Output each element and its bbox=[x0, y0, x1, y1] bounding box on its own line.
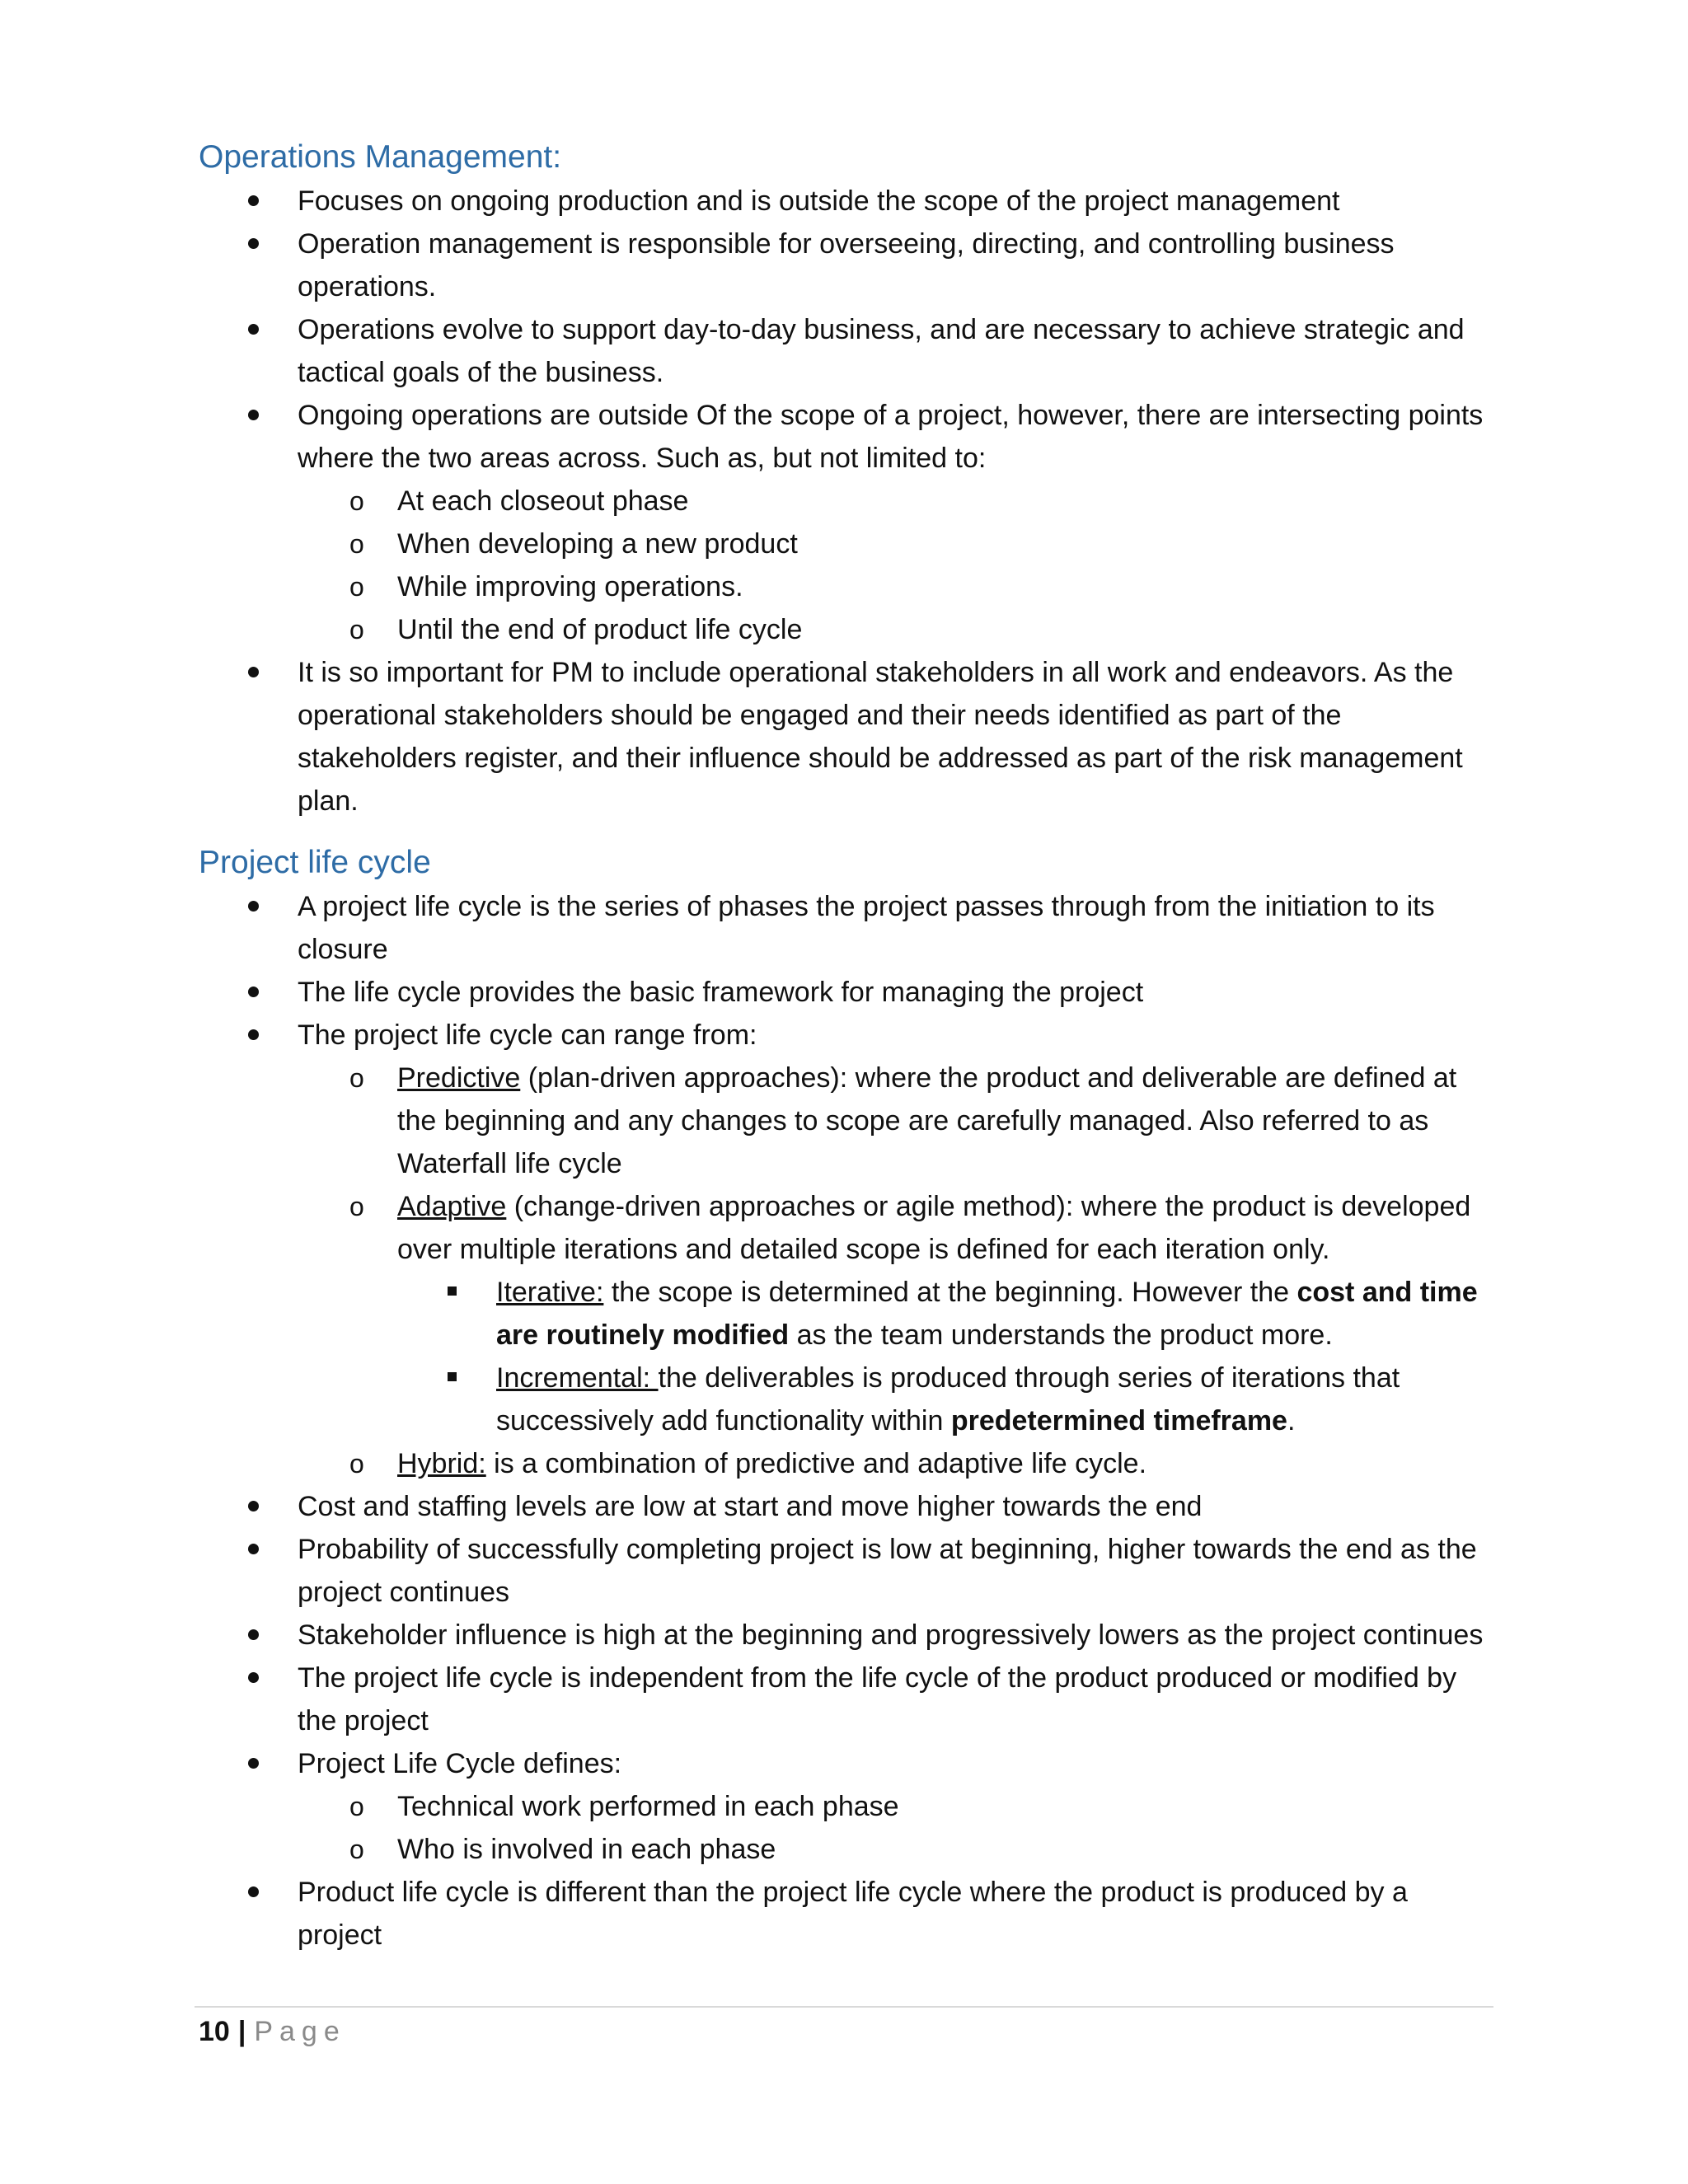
list-item: A project life cycle is the series of phases the project passes through from the initiation to its closure bbox=[199, 885, 1493, 971]
list-item: Operation management is responsible for overseeing, directing, and controlling business operations. bbox=[199, 223, 1493, 308]
square-bullet-icon bbox=[448, 1286, 457, 1296]
bullet-icon bbox=[248, 324, 259, 335]
page-footer bbox=[199, 2011, 346, 2052]
sub-list-item: o Hybrid: is a combination of predictive and adaptive life cycle. bbox=[199, 1442, 1493, 1485]
list-item: Probability of successfully completing project is low at beginning, higher towards the end as the project continues bbox=[199, 1528, 1493, 1614]
circle-bullet-icon: o bbox=[349, 486, 364, 516]
footer-divider bbox=[195, 2006, 1493, 2008]
sub-list-item: o When developing a new product bbox=[199, 523, 1493, 565]
circle-bullet-icon: o bbox=[349, 1835, 364, 1864]
sub-list-item: o Who is involved in each phase bbox=[199, 1828, 1493, 1871]
bullet-icon bbox=[248, 410, 259, 420]
circle-bullet-icon: o bbox=[349, 1449, 364, 1479]
bullet-icon bbox=[248, 667, 259, 677]
list-item: Stakeholder influence is high at the beginning and progressively lowers as the project continues bbox=[199, 1614, 1493, 1657]
document-page bbox=[199, 132, 1493, 1957]
sub-list-item: o Technical work performed in each phase bbox=[199, 1785, 1493, 1828]
term-iterative: Iterative: bbox=[496, 1277, 604, 1308]
bullet-icon bbox=[248, 1672, 259, 1683]
list-item: It is so important for PM to include operational stakeholders in all work and endeavors. As the operational stakeholders should be engaged and their needs identified as part of the stakeholders register, and their influence should be addressed as part of the risk management plan. bbox=[199, 651, 1493, 823]
bullet-icon bbox=[248, 987, 259, 997]
list-item: Operations evolve to support day-to-day business, and are necessary to achieve strategic and tactical goals of the business. bbox=[199, 308, 1493, 394]
bullet-icon bbox=[248, 1029, 259, 1040]
sub-sub-list-item: Incremental: the deliverables is produced through series of iterations that successively add functionality within predetermined timeframe. bbox=[199, 1357, 1493, 1442]
bullet-icon bbox=[248, 901, 259, 912]
bullet-icon bbox=[248, 1758, 259, 1769]
page-number: 10 bbox=[199, 2016, 230, 2047]
circle-bullet-icon: o bbox=[349, 1792, 364, 1821]
bullet-icon bbox=[248, 195, 259, 206]
term-adaptive: Adaptive bbox=[397, 1191, 507, 1222]
term-incremental: Incremental: bbox=[496, 1362, 659, 1394]
list-item: Ongoing operations are outside Of the scope of a project, however, there are intersecting points where the two areas across. Such as, but not limited to: bbox=[199, 394, 1493, 480]
page-label: Page bbox=[254, 2016, 346, 2047]
circle-bullet-icon: o bbox=[349, 572, 364, 602]
bullet-icon bbox=[248, 1501, 259, 1511]
sub-list-item: o Until the end of product life cycle bbox=[199, 608, 1493, 651]
sub-list-item: o Predictive (plan-driven approaches): where the product and deliverable are defined at the beginning and any changes to scope are carefully managed. Also referred to as Waterfall life cycle bbox=[199, 1057, 1493, 1185]
list-item: Project Life Cycle defines: bbox=[199, 1742, 1493, 1785]
term-predictive: Predictive bbox=[397, 1062, 521, 1094]
list-item: The project life cycle can range from: bbox=[199, 1014, 1493, 1057]
operations-list bbox=[199, 180, 1493, 823]
bullet-icon bbox=[248, 1886, 259, 1897]
list-item: Cost and staffing levels are low at start and move higher towards the end bbox=[199, 1485, 1493, 1528]
sub-list-item: o At each closeout phase bbox=[199, 480, 1493, 523]
bullet-icon bbox=[248, 1544, 259, 1554]
list-item: The project life cycle is independent from the life cycle of the product produced or modified by the project bbox=[199, 1657, 1493, 1742]
sub-sub-list-item: Iterative: the scope is determined at the beginning. However the cost and time are routinely modified as the team understands the product more. bbox=[199, 1271, 1493, 1357]
sub-list-item: o While improving operations. bbox=[199, 565, 1493, 608]
footer-separator: | bbox=[237, 2016, 246, 2047]
circle-bullet-icon: o bbox=[349, 529, 364, 559]
section-heading-project-life-cycle: Project life cycle bbox=[199, 845, 431, 880]
square-bullet-icon bbox=[448, 1372, 457, 1381]
section-heading-operations-management: Operations Management: bbox=[199, 139, 562, 175]
list-item: The life cycle provides the basic framework for managing the project bbox=[199, 971, 1493, 1014]
list-item: Product life cycle is different than the project life cycle where the product is produced by a project bbox=[199, 1871, 1493, 1957]
term-hybrid: Hybrid: bbox=[397, 1448, 486, 1479]
circle-bullet-icon: o bbox=[349, 615, 364, 644]
project-life-cycle-list bbox=[199, 885, 1493, 1957]
circle-bullet-icon: o bbox=[349, 1063, 364, 1093]
bullet-icon bbox=[248, 1629, 259, 1640]
circle-bullet-icon: o bbox=[349, 1192, 364, 1221]
sub-list-item: o Adaptive (change-driven approaches or agile method): where the product is developed over multiple iterations and detailed scope is defined for each iteration only. bbox=[199, 1185, 1493, 1271]
list-item: Focuses on ongoing production and is outside the scope of the project management bbox=[199, 180, 1493, 223]
bullet-icon bbox=[248, 238, 259, 249]
